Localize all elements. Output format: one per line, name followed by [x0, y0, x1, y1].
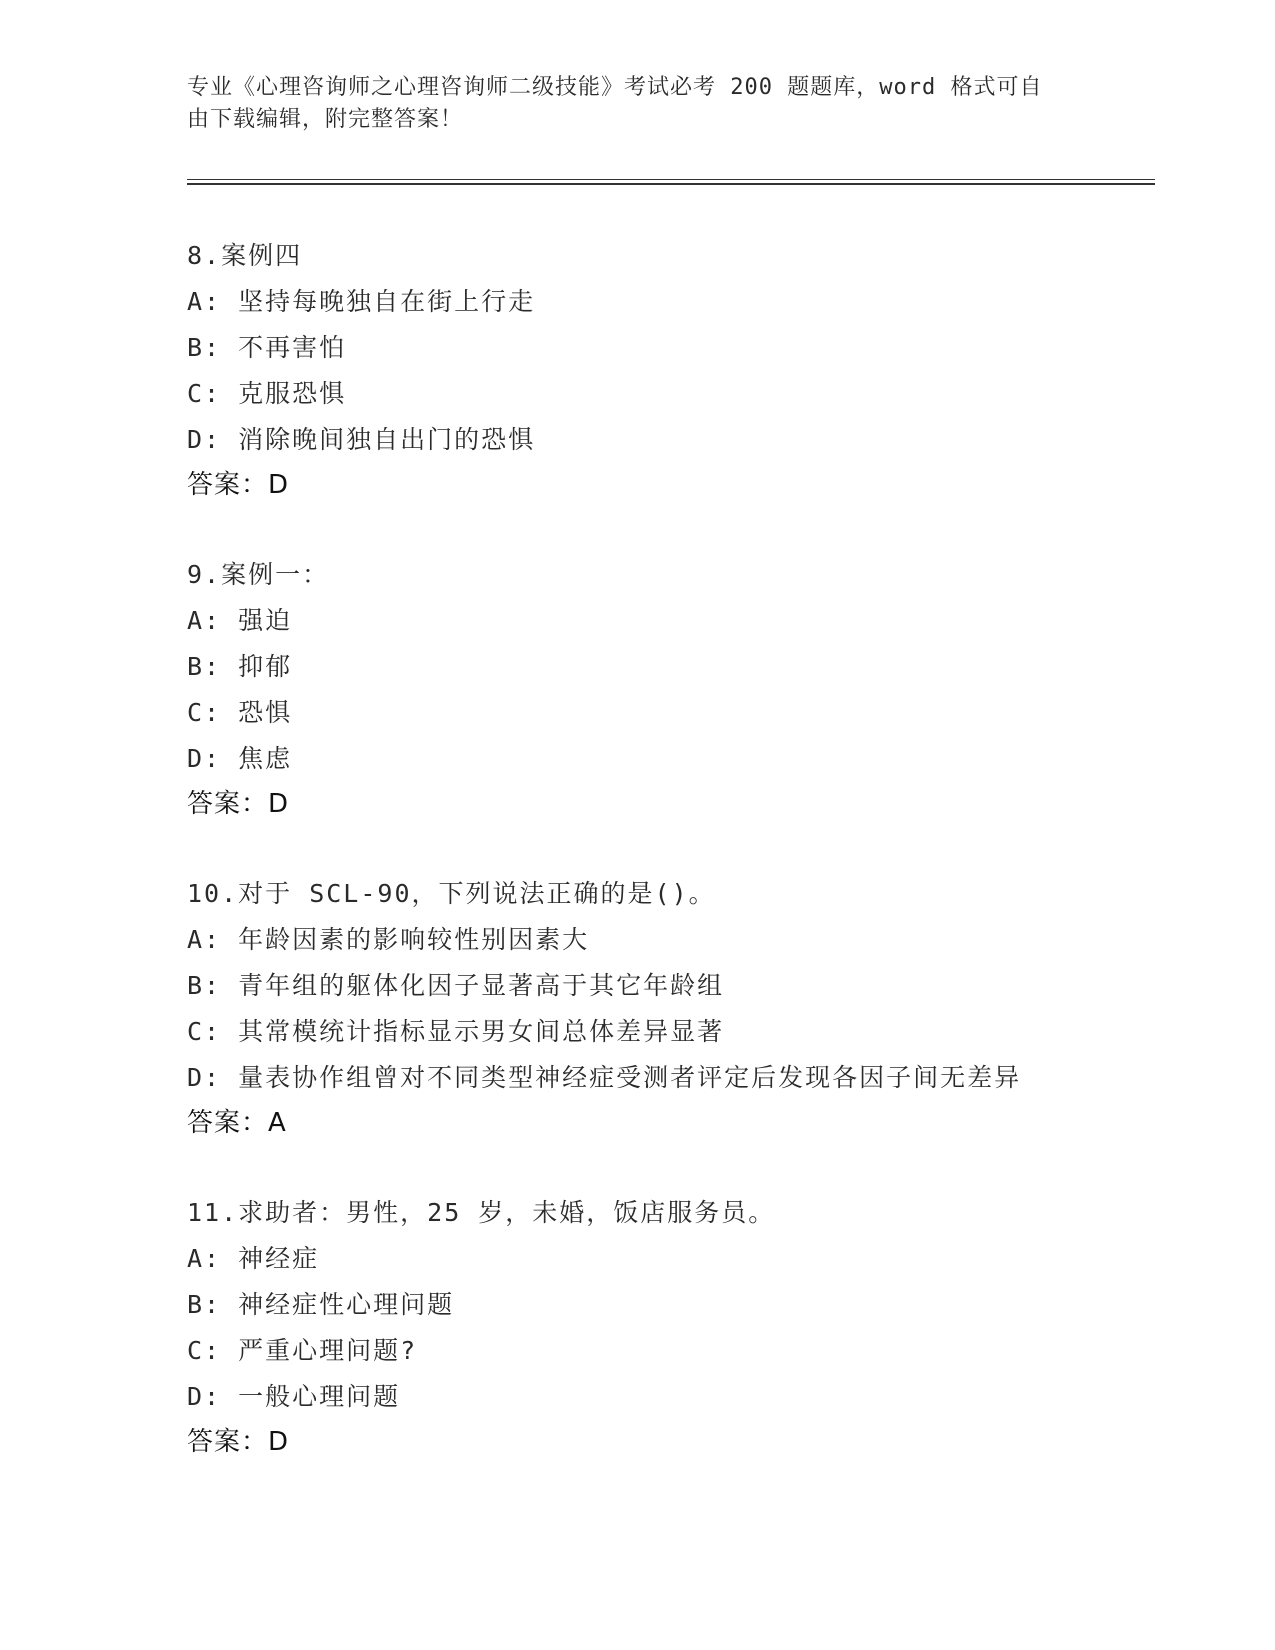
option-d: D: 消除晚间独自出门的恐惧 [187, 425, 536, 454]
question-9 [187, 552, 1147, 826]
option-b: B: 抑郁 [187, 652, 293, 681]
option-c: C: 克服恐惧 [187, 379, 347, 408]
option-a: A: 神经症 [187, 1244, 320, 1273]
question-stem: 11.求助者：男性，25 岁，未婚，饭店服务员。 [187, 1198, 776, 1227]
option-a: A: 年龄因素的影响较性别因素大 [187, 925, 590, 954]
option-c: C: 其常模统计指标显示男女间总体差异显著 [187, 1017, 725, 1046]
question-list [187, 233, 1147, 1509]
option-b: B: 神经症性心理问题 [187, 1290, 455, 1319]
header-divider-thin [187, 179, 1155, 180]
intro-line-1: 专业《心理咨询师之心理咨询师二级技能》考试必考 200 题题库，word 格式可自 [187, 75, 1043, 100]
option-d: D: 一般心理问题 [187, 1382, 401, 1411]
answer-line: 答案：D [187, 789, 290, 819]
document-header [187, 72, 1077, 136]
option-d: D: 量表协作组曾对不同类型神经症受测者评定后发现各因子间无差异 [187, 1063, 1022, 1092]
answer-line: 答案：D [187, 1427, 290, 1457]
question-stem: 9.案例一： [187, 560, 330, 589]
answer-line: 答案：A [187, 1108, 287, 1138]
option-b: B: 不再害怕 [187, 333, 347, 362]
option-c: C: 恐惧 [187, 698, 293, 727]
answer-line: 答案：D [187, 470, 290, 500]
header-divider-thick [187, 183, 1155, 185]
question-stem: 10.对于 SCL-90，下列说法正确的是()。 [187, 879, 716, 908]
intro-line-2: 由下载编辑，附完整答案！ [187, 107, 464, 132]
option-c: C: 严重心理问题? [187, 1336, 418, 1365]
question-11 [187, 1190, 1147, 1464]
option-a: A: 坚持每晚独自在街上行走 [187, 287, 536, 316]
question-stem: 8.案例四 [187, 241, 303, 270]
option-d: D: 焦虑 [187, 744, 293, 773]
question-8 [187, 233, 1147, 507]
option-b: B: 青年组的躯体化因子显著高于其它年龄组 [187, 971, 725, 1000]
option-a: A: 强迫 [187, 606, 293, 635]
question-10 [187, 871, 1147, 1145]
